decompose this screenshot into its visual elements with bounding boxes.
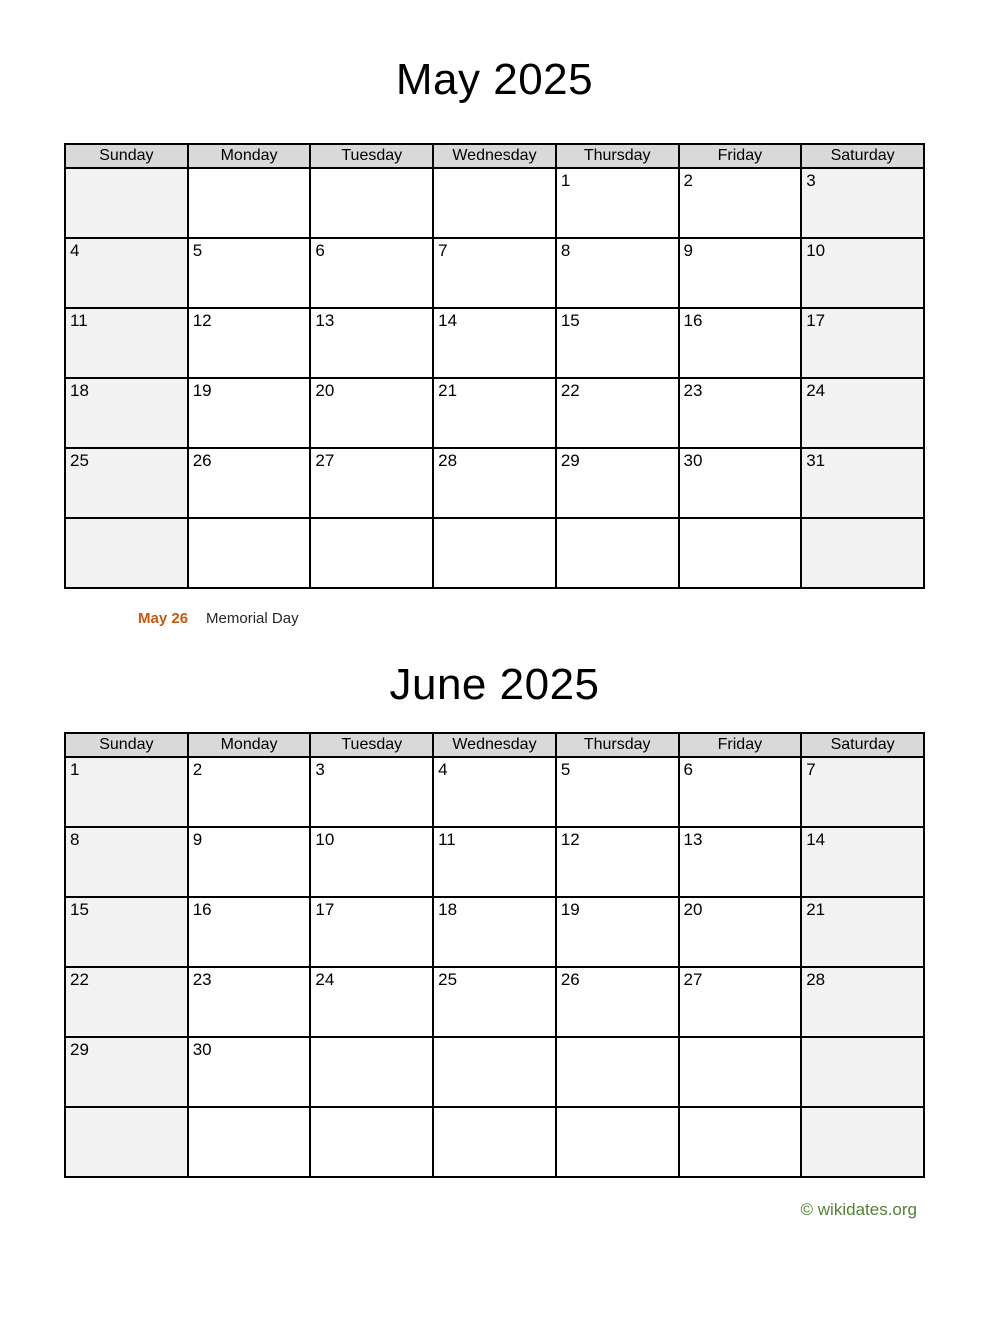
day-cell-may-5: 5 bbox=[188, 238, 311, 308]
day-cell-empty bbox=[310, 1037, 433, 1107]
day-cell-may-25: 25 bbox=[65, 448, 188, 518]
day-cell-june-30: 30 bbox=[188, 1037, 311, 1107]
day-cell-empty bbox=[679, 1037, 802, 1107]
day-header-tuesday: Tuesday bbox=[310, 144, 433, 168]
week-row bbox=[65, 518, 924, 588]
day-header-monday: Monday bbox=[188, 733, 311, 757]
day-cell-june-2: 2 bbox=[188, 757, 311, 827]
day-cell-june-14: 14 bbox=[801, 827, 924, 897]
day-cell-may-11: 11 bbox=[65, 308, 188, 378]
day-cell-june-3: 3 bbox=[310, 757, 433, 827]
week-row bbox=[65, 238, 924, 308]
day-cell-may-3: 3 bbox=[801, 168, 924, 238]
day-cell-may-9: 9 bbox=[679, 238, 802, 308]
day-cell-empty bbox=[310, 518, 433, 588]
day-cell-may-28: 28 bbox=[433, 448, 556, 518]
day-header-sunday: Sunday bbox=[65, 144, 188, 168]
day-header-row bbox=[65, 144, 924, 168]
day-cell-empty bbox=[188, 1107, 311, 1177]
day-cell-may-22: 22 bbox=[556, 378, 679, 448]
day-cell-empty bbox=[556, 1037, 679, 1107]
day-cell-june-4: 4 bbox=[433, 757, 556, 827]
day-header-row bbox=[65, 733, 924, 757]
day-cell-may-17: 17 bbox=[801, 308, 924, 378]
day-cell-may-24: 24 bbox=[801, 378, 924, 448]
day-cell-june-7: 7 bbox=[801, 757, 924, 827]
day-cell-june-17: 17 bbox=[310, 897, 433, 967]
day-cell-may-12: 12 bbox=[188, 308, 311, 378]
day-header-tuesday: Tuesday bbox=[310, 733, 433, 757]
day-cell-june-13: 13 bbox=[679, 827, 802, 897]
day-header-saturday: Saturday bbox=[801, 733, 924, 757]
day-cell-may-27: 27 bbox=[310, 448, 433, 518]
day-cell-may-26: 26 bbox=[188, 448, 311, 518]
day-cell-june-25: 25 bbox=[433, 967, 556, 1037]
day-cell-may-23: 23 bbox=[679, 378, 802, 448]
day-cell-june-8: 8 bbox=[65, 827, 188, 897]
day-header-thursday: Thursday bbox=[556, 144, 679, 168]
day-cell-empty bbox=[679, 518, 802, 588]
day-cell-may-29: 29 bbox=[556, 448, 679, 518]
day-cell-empty bbox=[65, 168, 188, 238]
day-header-sunday: Sunday bbox=[65, 733, 188, 757]
day-cell-june-20: 20 bbox=[679, 897, 802, 967]
day-header-saturday: Saturday bbox=[801, 144, 924, 168]
week-row bbox=[65, 757, 924, 827]
day-header-friday: Friday bbox=[679, 144, 802, 168]
day-cell-may-1: 1 bbox=[556, 168, 679, 238]
day-cell-june-16: 16 bbox=[188, 897, 311, 967]
day-cell-june-29: 29 bbox=[65, 1037, 188, 1107]
day-cell-may-18: 18 bbox=[65, 378, 188, 448]
week-row bbox=[65, 1107, 924, 1177]
day-cell-empty bbox=[433, 1107, 556, 1177]
day-cell-june-26: 26 bbox=[556, 967, 679, 1037]
day-cell-june-5: 5 bbox=[556, 757, 679, 827]
day-cell-may-4: 4 bbox=[65, 238, 188, 308]
day-cell-may-14: 14 bbox=[433, 308, 556, 378]
day-cell-may-6: 6 bbox=[310, 238, 433, 308]
day-cell-empty bbox=[65, 518, 188, 588]
day-cell-empty bbox=[801, 518, 924, 588]
day-header-thursday: Thursday bbox=[556, 733, 679, 757]
calendar-page bbox=[64, 52, 925, 1220]
week-row bbox=[65, 1037, 924, 1107]
day-cell-empty bbox=[433, 1037, 556, 1107]
day-cell-june-1: 1 bbox=[65, 757, 188, 827]
week-row bbox=[65, 168, 924, 238]
day-cell-empty bbox=[433, 168, 556, 238]
day-cell-june-27: 27 bbox=[679, 967, 802, 1037]
day-cell-june-24: 24 bbox=[310, 967, 433, 1037]
day-cell-empty bbox=[188, 168, 311, 238]
day-header-monday: Monday bbox=[188, 144, 311, 168]
june-calendar bbox=[64, 732, 925, 1178]
day-cell-empty bbox=[556, 1107, 679, 1177]
page-footer bbox=[64, 1200, 925, 1220]
holiday-note bbox=[138, 609, 925, 629]
day-cell-may-31: 31 bbox=[801, 448, 924, 518]
day-header-wednesday: Wednesday bbox=[433, 733, 556, 757]
day-header-wednesday: Wednesday bbox=[433, 144, 556, 168]
day-cell-june-28: 28 bbox=[801, 967, 924, 1037]
day-cell-june-22: 22 bbox=[65, 967, 188, 1037]
day-cell-may-20: 20 bbox=[310, 378, 433, 448]
day-cell-june-23: 23 bbox=[188, 967, 311, 1037]
day-cell-june-10: 10 bbox=[310, 827, 433, 897]
day-cell-june-9: 9 bbox=[188, 827, 311, 897]
day-cell-may-13: 13 bbox=[310, 308, 433, 378]
day-header-friday: Friday bbox=[679, 733, 802, 757]
day-cell-may-10: 10 bbox=[801, 238, 924, 308]
day-cell-may-2: 2 bbox=[679, 168, 802, 238]
day-cell-may-8: 8 bbox=[556, 238, 679, 308]
week-row bbox=[65, 448, 924, 518]
day-cell-empty bbox=[679, 1107, 802, 1177]
day-cell-june-21: 21 bbox=[801, 897, 924, 967]
month-title-may: May 2025 bbox=[395, 55, 594, 104]
may-calendar bbox=[64, 143, 925, 589]
day-cell-empty bbox=[801, 1037, 924, 1107]
day-cell-may-30: 30 bbox=[679, 448, 802, 518]
june-section bbox=[64, 657, 925, 1178]
day-cell-may-21: 21 bbox=[433, 378, 556, 448]
day-cell-may-7: 7 bbox=[433, 238, 556, 308]
day-cell-empty bbox=[188, 518, 311, 588]
day-cell-june-12: 12 bbox=[556, 827, 679, 897]
may-section bbox=[64, 52, 925, 629]
copyright-link[interactable]: © wikidates.org bbox=[800, 1200, 917, 1219]
holiday-note-date: May 26 bbox=[138, 610, 189, 627]
week-row bbox=[65, 308, 924, 378]
week-row bbox=[65, 378, 924, 448]
day-cell-may-15: 15 bbox=[556, 308, 679, 378]
day-cell-empty bbox=[310, 168, 433, 238]
day-cell-empty bbox=[310, 1107, 433, 1177]
day-cell-empty bbox=[801, 1107, 924, 1177]
day-cell-june-19: 19 bbox=[556, 897, 679, 967]
day-cell-empty bbox=[65, 1107, 188, 1177]
month-title-june: June 2025 bbox=[389, 660, 600, 709]
holiday-note-event: Memorial Day bbox=[206, 610, 299, 627]
week-row bbox=[65, 967, 924, 1037]
day-cell-may-19: 19 bbox=[188, 378, 311, 448]
day-cell-june-11: 11 bbox=[433, 827, 556, 897]
day-cell-empty bbox=[556, 518, 679, 588]
week-row bbox=[65, 897, 924, 967]
day-cell-june-6: 6 bbox=[679, 757, 802, 827]
day-cell-june-18: 18 bbox=[433, 897, 556, 967]
day-cell-empty bbox=[433, 518, 556, 588]
week-row bbox=[65, 827, 924, 897]
day-cell-may-16: 16 bbox=[679, 308, 802, 378]
day-cell-june-15: 15 bbox=[65, 897, 188, 967]
